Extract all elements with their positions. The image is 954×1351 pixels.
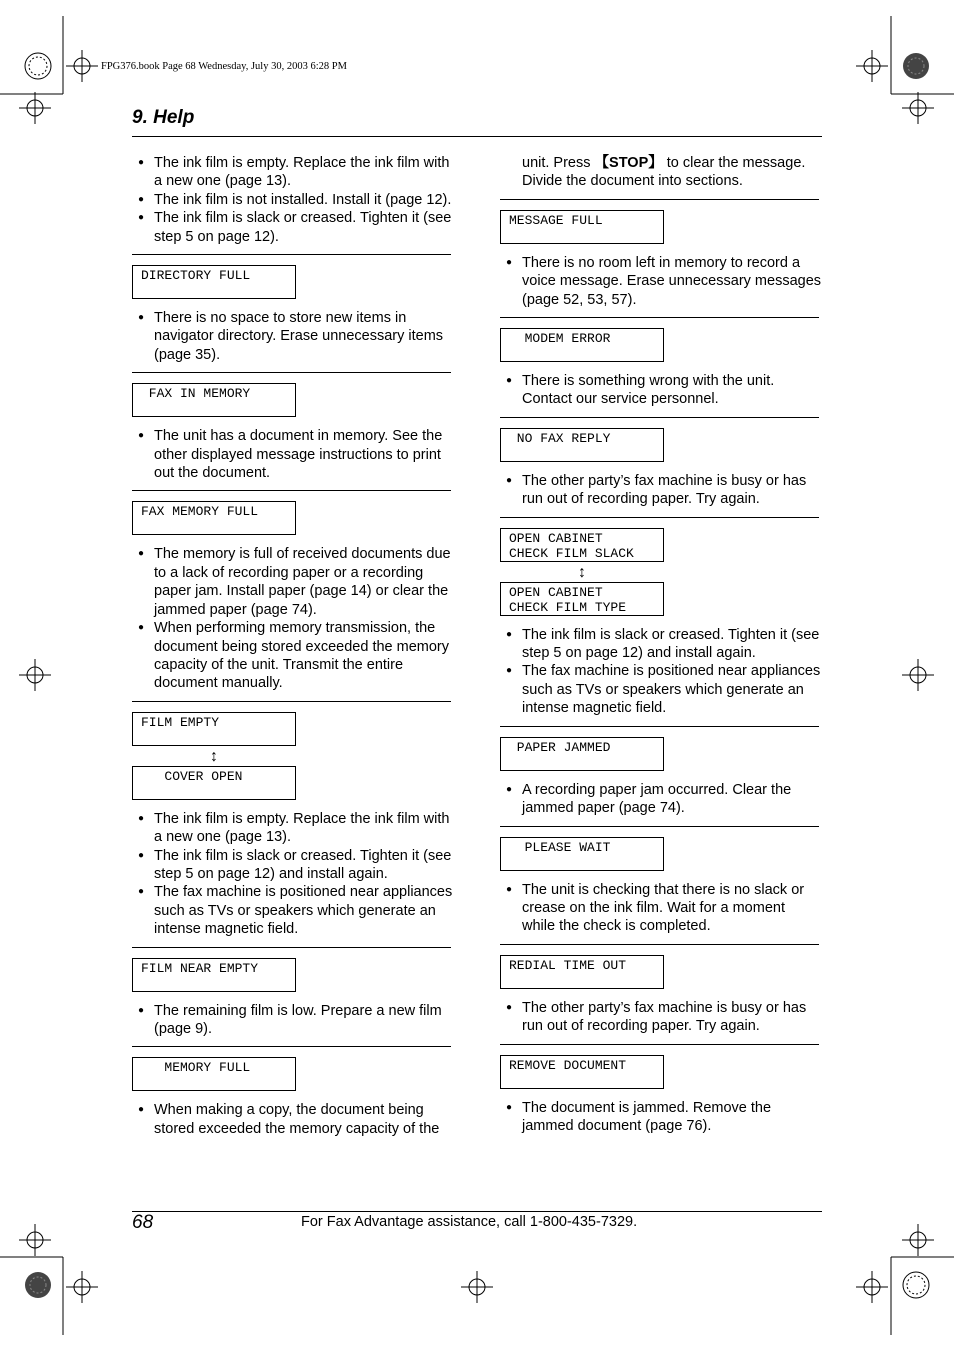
lcd-message-cover-open: COVER OPEN — [132, 766, 296, 800]
list-item: ● The ink film is slack or creased. Tighten it (see step 5 on page 12) and install again. — [500, 626, 822, 663]
divider — [500, 517, 819, 518]
divider — [500, 199, 819, 200]
list-item: ● A recording paper jam occurred. Clear the jammed paper (page 74). — [500, 781, 822, 818]
divider — [500, 826, 819, 827]
stop-key-label: 【STOP】 — [594, 155, 663, 171]
message-explanation — [500, 1099, 822, 1136]
message-explanation — [500, 999, 822, 1036]
book-info: FPG376.book Page 68 Wednesday, July 30, 2003 6:28 PM — [101, 61, 347, 72]
divider — [132, 254, 451, 255]
divider — [132, 947, 451, 948]
list-item: ● The memory is full of received documents due to a lack of recording paper or a recording paper jam. Install paper (page 14) or clear the jammed paper (page 74). — [132, 545, 454, 619]
alternating-arrow-icon: ↕ — [578, 563, 586, 581]
list-item: ● The remaining film is low. Prepare a new film (page 9). — [132, 1002, 454, 1039]
divider — [500, 944, 819, 945]
divider — [132, 372, 451, 373]
message-explanation — [132, 810, 454, 939]
lcd-message-paper-jammed: PAPER JAMMED — [500, 737, 664, 771]
list-item: ● There is no space to store new items in navigator directory. Erase unnecessary items (page 35). — [132, 309, 454, 364]
message-explanation — [132, 427, 454, 482]
lcd-message-remove-document: REMOVE DOCUMENT — [500, 1055, 664, 1089]
lcd-message-directory-full: DIRECTORY FULL — [132, 265, 296, 299]
list-item: ● The fax machine is positioned near appliances such as TVs or speakers which generate an intense magnetic field. — [132, 883, 454, 938]
message-explanation — [500, 781, 822, 818]
divider — [500, 1044, 819, 1045]
lcd-message-fax-memory-full: FAX MEMORY FULL — [132, 501, 296, 535]
list-item: ● The ink film is slack or creased. Tighten it (see step 5 on page 12) and install again. — [132, 847, 454, 884]
message-explanation — [500, 372, 822, 409]
lcd-message-memory-full: MEMORY FULL — [132, 1057, 296, 1091]
intro-list — [132, 154, 454, 246]
list-item: ● The document is jammed. Remove the jammed document (page 76). — [500, 1099, 822, 1136]
lcd-message-open-cabinet-film-type: OPEN CABINET CHECK FILM TYPE — [500, 582, 664, 616]
message-explanation — [132, 309, 454, 364]
message-explanation — [132, 1101, 454, 1138]
list-item: ● When making a copy, the document being stored exceeded the memory capacity of the — [132, 1101, 454, 1138]
message-explanation — [500, 626, 822, 718]
message-explanation — [500, 254, 822, 309]
lcd-message-redial-time-out: REDIAL TIME OUT — [500, 955, 664, 989]
list-item: ● The fax machine is positioned near appliances such as TVs or speakers which generate an intense magnetic field. — [500, 662, 822, 717]
section-title: 9. Help — [132, 107, 195, 128]
footer-assistance-text: For Fax Advantage assistance, call 1-800-435-7329. — [301, 1214, 638, 1230]
continued-text — [500, 154, 822, 191]
message-explanation — [500, 472, 822, 509]
page-number: 68 — [132, 1212, 154, 1233]
divider — [500, 726, 819, 727]
lcd-message-fax-in-memory: FAX IN MEMORY — [132, 383, 296, 417]
list-item: ● The other party’s fax machine is busy or has run out of recording paper. Try again. — [500, 472, 822, 509]
divider — [500, 417, 819, 418]
lcd-message-please-wait: PLEASE WAIT — [500, 837, 664, 871]
list-item: ● The ink film is empty. Replace the ink film with a new one (page 13). — [132, 810, 454, 847]
lcd-message-open-cabinet-film-slack: OPEN CABINET CHECK FILM SLACK — [500, 528, 664, 562]
list-item: ● When performing memory transmission, the document being stored exceeded the memory capacity of the unit. Transmit the entire document manually. — [132, 619, 454, 693]
list-item: ● There is no room left in memory to record a voice message. Erase unnecessary messages (page 52, 53, 57). — [500, 254, 822, 309]
footer-rule — [132, 1211, 822, 1212]
divider — [132, 1046, 451, 1047]
list-item: ● The other party’s fax machine is busy or has run out of recording paper. Try again. — [500, 999, 822, 1036]
right-column — [500, 154, 822, 1135]
list-item: ● The ink film is not installed. Install it (page 12). — [132, 191, 454, 209]
alternating-arrow-icon: ↕ — [210, 747, 218, 765]
divider — [132, 490, 451, 491]
list-item: ● The unit has a document in memory. See the other displayed message instructions to print out the document. — [132, 427, 454, 482]
header-rule — [132, 136, 822, 137]
list-item: ● The ink film is empty. Replace the ink film with a new one (page 13). — [132, 154, 454, 191]
continued-text-after: to clear the message. Divide the document into sections. — [522, 155, 806, 190]
left-column — [132, 154, 454, 1138]
message-explanation — [132, 545, 454, 692]
divider — [132, 701, 451, 702]
list-item: ● The unit is checking that there is no slack or crease on the ink film. Wait for a moment while the check is completed. — [500, 881, 822, 936]
divider — [500, 317, 819, 318]
lcd-message-film-near-empty: FILM NEAR EMPTY — [132, 958, 296, 992]
lcd-message-no-fax-reply: NO FAX REPLY — [500, 428, 664, 462]
lcd-message-film-empty: FILM EMPTY — [132, 712, 296, 746]
lcd-message-modem-error: MODEM ERROR — [500, 328, 664, 362]
list-item: ● There is something wrong with the unit. Contact our service personnel. — [500, 372, 822, 409]
message-explanation — [500, 881, 822, 936]
lcd-message-message-full: MESSAGE FULL — [500, 210, 664, 244]
list-item: ● The ink film is slack or creased. Tighten it (see step 5 on page 12). — [132, 209, 454, 246]
message-explanation — [132, 1002, 454, 1039]
continued-text-before: unit. Press — [522, 155, 595, 171]
